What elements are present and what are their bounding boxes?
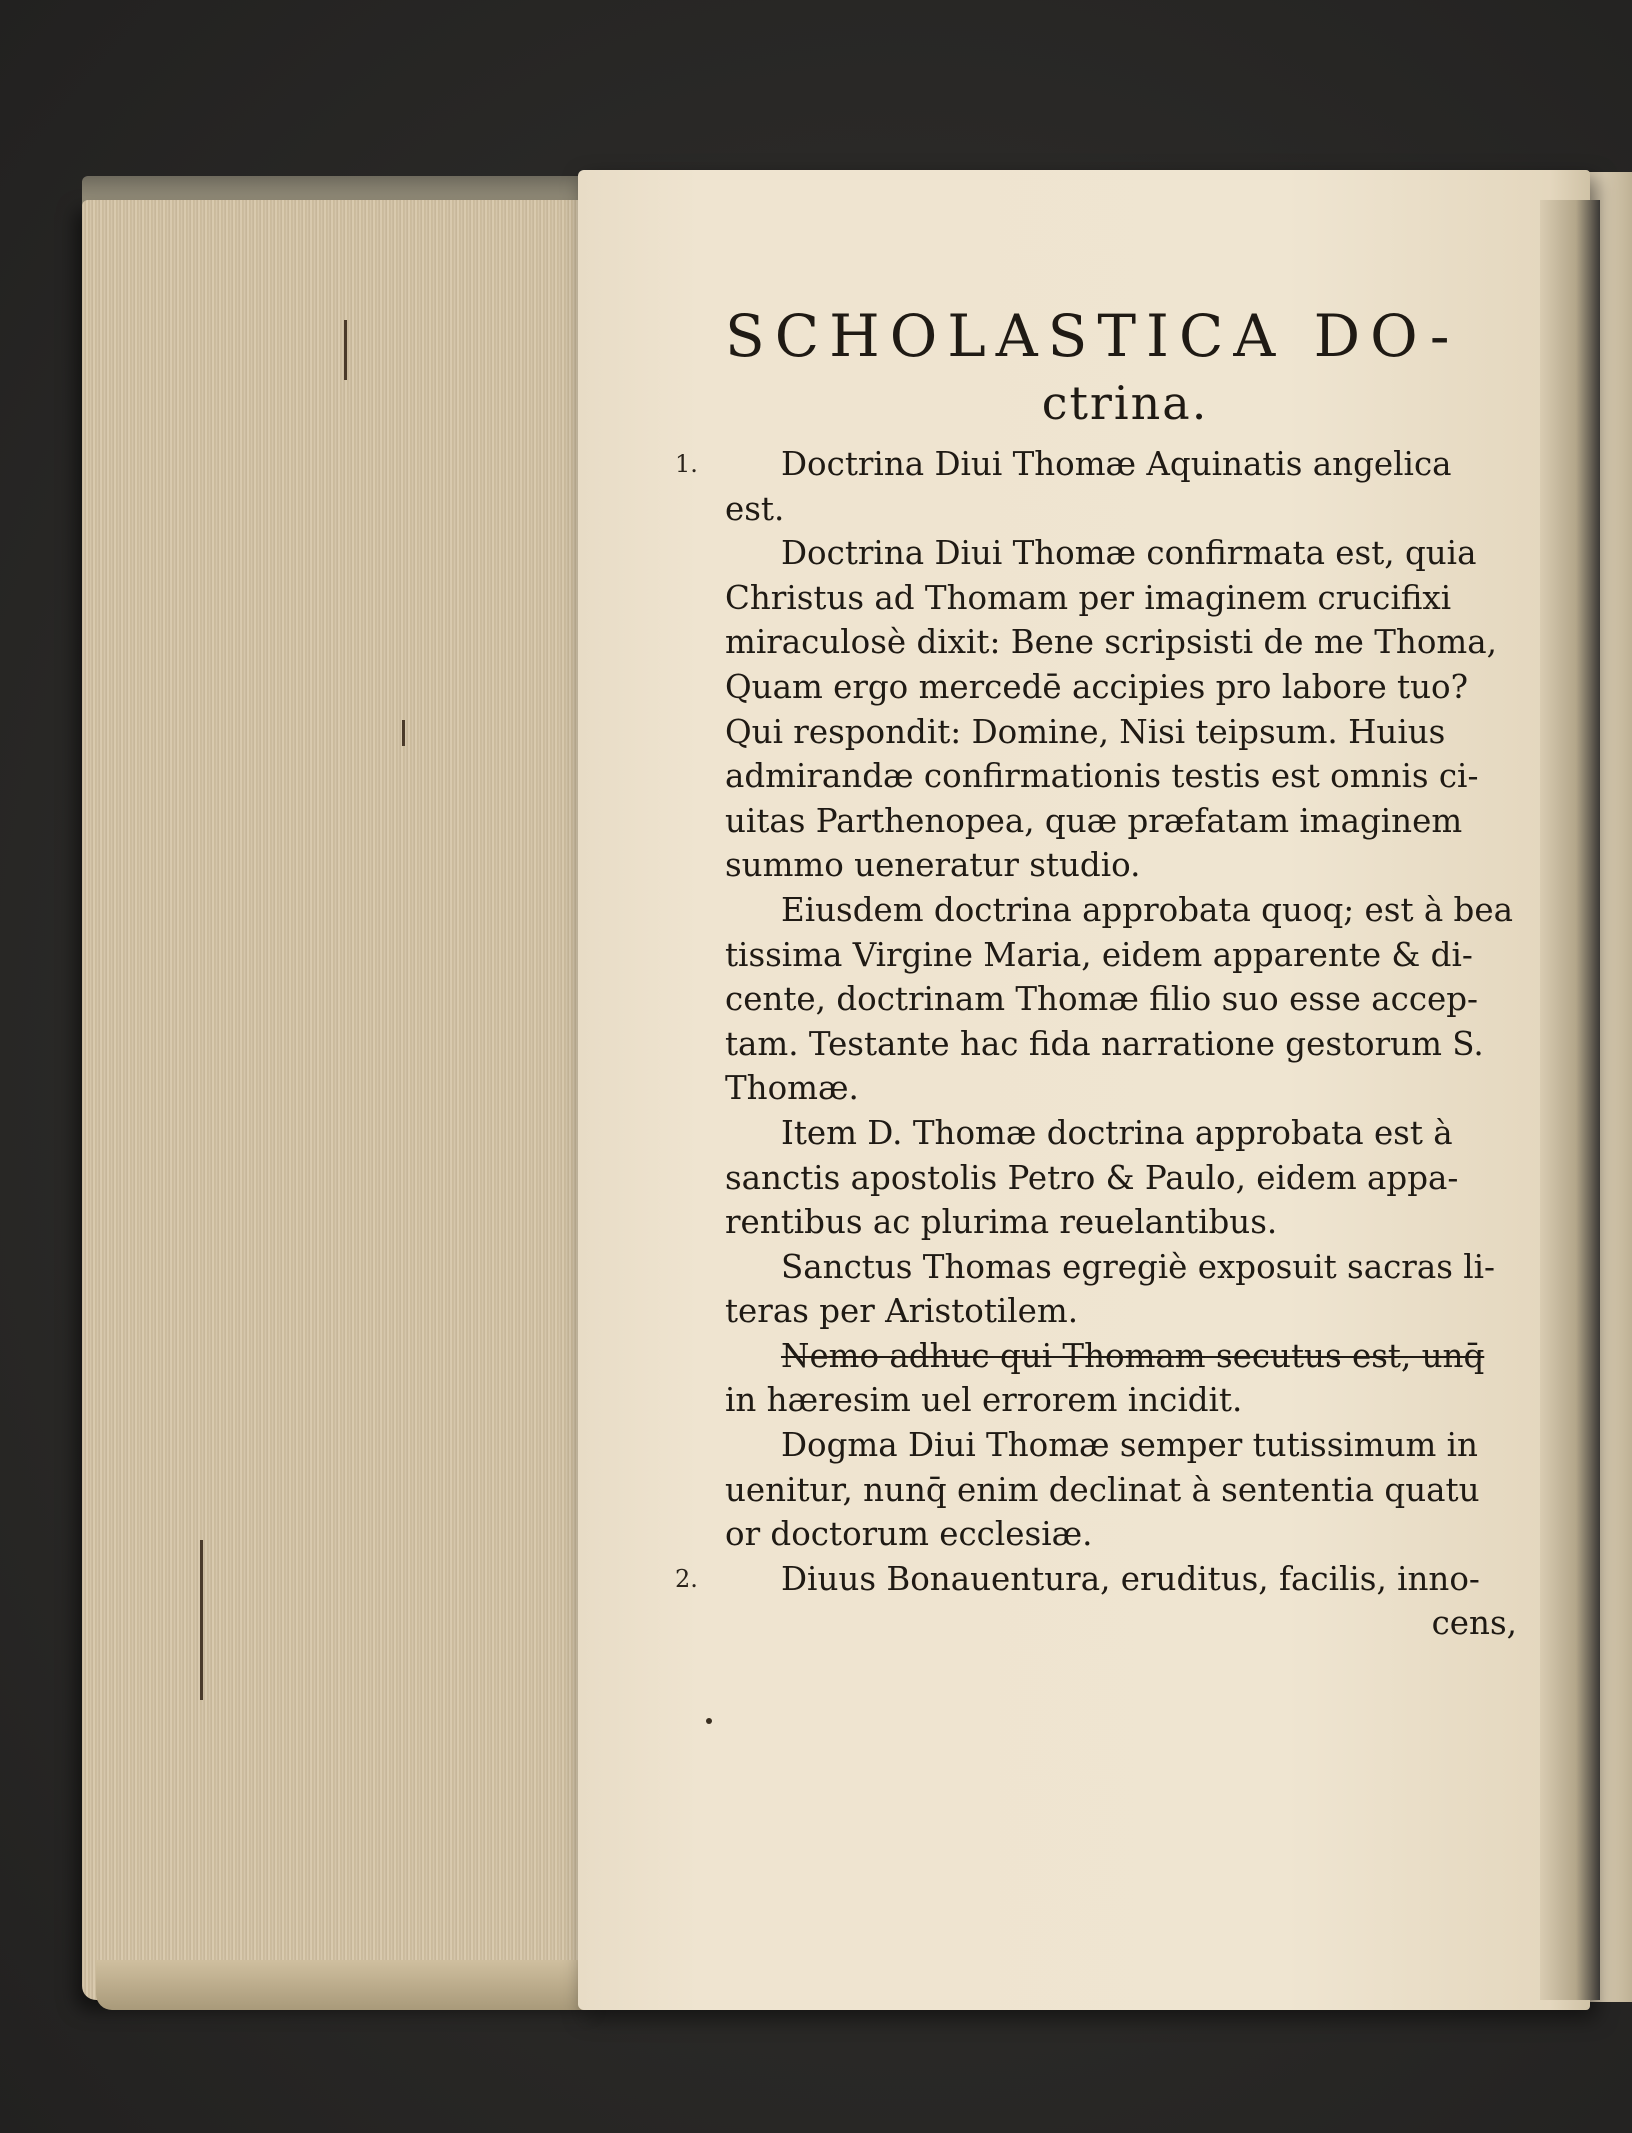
page-title-continuation: ctrina. bbox=[1041, 376, 1209, 430]
text-line bbox=[725, 620, 1525, 665]
line-text: Sanctus Thomas egregiè exposuit sacras li- bbox=[781, 1247, 1496, 1286]
text-line bbox=[725, 1512, 1525, 1557]
text-line bbox=[725, 1334, 1525, 1379]
page-title: SCHOLASTICA DO- bbox=[725, 302, 1460, 370]
line-text: or doctorum ecclesiæ. bbox=[725, 1515, 1093, 1554]
line-text: tissima Virgine Maria, eidem apparente & di- bbox=[725, 935, 1473, 974]
line-text: admirandæ confirmationis testis est omnis ci- bbox=[725, 757, 1479, 796]
marginal-number: 1. bbox=[675, 450, 698, 478]
text-line bbox=[725, 665, 1525, 710]
line-text: Doctrina Diui Thomæ confirmata est, quia bbox=[781, 534, 1477, 573]
text-line bbox=[675, 1557, 1525, 1602]
line-text: tam. Testante hac fida narratione gestorum S. bbox=[725, 1024, 1484, 1063]
text-line bbox=[725, 710, 1525, 755]
line-text: Dogma Diui Thomæ semper tutissimum in bbox=[781, 1426, 1478, 1465]
text-line bbox=[725, 888, 1525, 933]
text-line bbox=[725, 1601, 1525, 1646]
line-text: cens, bbox=[1431, 1604, 1517, 1643]
line-text: Quam ergo mercedē accipies pro labore tuo? bbox=[725, 667, 1469, 706]
text-line bbox=[725, 1066, 1525, 1111]
text-line bbox=[725, 1022, 1525, 1067]
line-text: in hæresim uel errorem incidit. bbox=[725, 1381, 1243, 1420]
text-line bbox=[675, 442, 1525, 487]
text-line bbox=[725, 1289, 1525, 1334]
line-text: sanctis apostolis Petro & Paulo, eidem appa- bbox=[725, 1158, 1459, 1197]
line-text: Thomæ. bbox=[725, 1069, 859, 1108]
text-line bbox=[725, 576, 1525, 621]
text-line bbox=[725, 531, 1525, 576]
line-text: summo ueneratur studio. bbox=[725, 846, 1141, 885]
text-line bbox=[725, 843, 1525, 888]
marginal-number: 2. bbox=[675, 1564, 698, 1593]
text-line bbox=[725, 933, 1525, 978]
ink-mark bbox=[200, 1540, 203, 1700]
paper-speck bbox=[706, 1718, 712, 1724]
line-text: teras per Aristotilem. bbox=[725, 1292, 1079, 1331]
line-text: Item D. Thomæ doctrina approbata est à bbox=[781, 1113, 1453, 1152]
text-line bbox=[725, 1468, 1525, 1513]
text-line bbox=[725, 754, 1525, 799]
text-line bbox=[725, 1156, 1525, 1201]
text-line bbox=[725, 1111, 1525, 1156]
ink-mark bbox=[344, 320, 347, 380]
line-text: Christus ad Thomam per imaginem crucifixi bbox=[725, 578, 1452, 617]
book-block-bottom-edge bbox=[96, 1960, 656, 2010]
text-line bbox=[725, 799, 1525, 844]
line-text: uenitur, nunq̄ enim declinat à sententia quatu bbox=[725, 1470, 1480, 1509]
text-line bbox=[725, 1423, 1525, 1468]
line-text: miraculosè dixit: Bene scripsisti de me Thoma, bbox=[725, 623, 1497, 662]
text-line bbox=[725, 977, 1525, 1022]
text-line bbox=[725, 487, 1525, 532]
line-text: rentibus ac plurima reuelantibus. bbox=[725, 1203, 1278, 1242]
page-text bbox=[675, 300, 1525, 1646]
line-text: cente, doctrinam Thomæ filio suo esse accep- bbox=[725, 980, 1479, 1019]
line-text: Doctrina Diui Thomæ Aquinatis angelica bbox=[781, 445, 1452, 483]
text-line bbox=[725, 1245, 1525, 1290]
text-line bbox=[725, 1378, 1525, 1423]
text-line bbox=[725, 1200, 1525, 1245]
line-text: Qui respondit: Domine, Nisi teipsum. Huius bbox=[725, 712, 1446, 751]
line-text: est. bbox=[725, 489, 785, 528]
line-text: uitas Parthenopea, quæ præfatam imaginem bbox=[725, 801, 1463, 840]
book-page-edges bbox=[82, 200, 592, 2000]
line-text: Nemo adhuc qui Thomam secutus est, unq̄ bbox=[781, 1336, 1485, 1375]
line-text: Eiusdem doctrina approbata quoq; est à bea bbox=[781, 890, 1513, 929]
ink-mark bbox=[402, 720, 405, 746]
page-gutter bbox=[1540, 200, 1600, 2000]
page-body bbox=[675, 442, 1525, 1646]
line-text: Diuus Bonauentura, eruditus, facilis, inno- bbox=[781, 1559, 1480, 1598]
show-through-text bbox=[720, 246, 1420, 292]
